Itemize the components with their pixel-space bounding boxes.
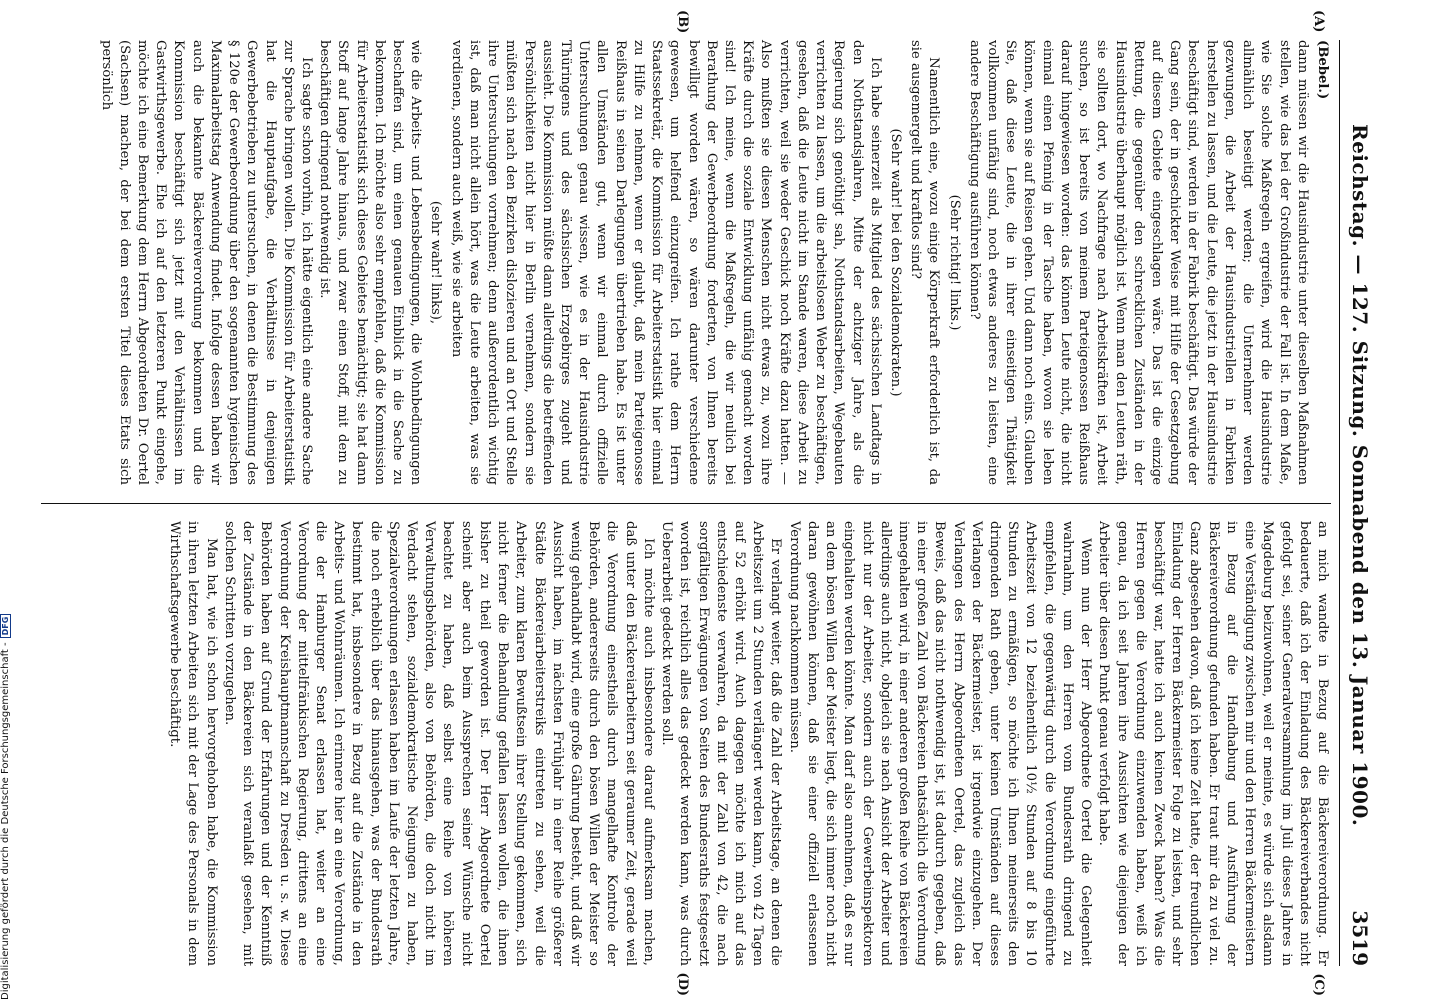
margin-marker-d: (D) [675,972,690,996]
dfg-logo-icon: DFG [0,614,11,639]
paragraph: Namentlich eine, wozu einige Körperkraft erforderlich ist, da sie ausgemergelt und kraftlos sind? [908,40,942,485]
digitization-credit [0,400,11,1000]
paragraph: Ich habe seinerzeit als Mitglied des sächsischen Landtags in den Nothstandsjahren, Mitte der achtziger Jahre, als die Regierung sich genöthigt sah, Nothstandsarbeiten, Wegebauten verrichten zu lassen, um die arbeitslosen Weber zu beschäftigen, gesehen, daß die Leute nicht im Stande waren, diese Arbeit zu verrichten, weil sie weder Geschick noch Kräfte dazu hatten. — Also mußten sie diesen Menschen nicht etwas zu, wozu ihre Kräfte durch die soziale Entwicklung unfähig gemacht worden sind! Ich meine, wenn die Maßregeln, die wir neulich bei Berathung der Gewerbeordnung forderten, von Ihnen bereits bewilligt worden wären, so wären darunter verschiedene gewesen, um helfend einzugreifen. Ich rathe dem Herrn Staatssekretär, die Kommission für Arbeiterstatistik hier einmal zu Hilfe zu nehmen, wenn er glaubt, daß mein Parteigenosse Reißhaus in seinen Darlegungen übertrieben habe. Es ist unter allen Umständen gut, wenn wir einmal durch offizielle Untersuchungen genau wissen, wie es in der Hausindustrie Thüringens und des sächsischen Erzgebirges zugeht und aussieht. Die Kommission müßte dann allerdings die betreffenden Persönlichkeiten nicht hier in Berlin vernehmen, sondern sie müßten sich nach den Bezirken dislozieren und an Ort und Stelle ihre Untersuchungen vornehmen; denn außerordentlich wichtig ist, daß man nicht allein hört, was die Leute arbeiten, was sie verdienen, sondern auch weiß, wie sie arbeiten [448,40,883,485]
margin-marker-a: (A) [1311,10,1326,33]
right-column [41,503,1331,996]
paragraph: Er verlangt weiter, daß die Zahl der Arbeitstage, an denen die Arbeitszeit um 2 Stunden verlängert werden kann, von 42 Tagen auf 52 erhöht wird. Auch dagegen möchte ich mich auf das entschiedenste verwahren, da mit der Zahl von 42, die nach sorgfältigen Erwägungen von Seiten des Bundesraths festgesetzt worden ist, reichlich alles das gedeckt werden kann, was durch Ueberarbeit gedeckt werden soll. [659,521,784,966]
speaker-name: (Bebel.) [1315,40,1330,100]
page-header [1339,40,1372,966]
interjection: (sehr wahr! links), [428,200,444,325]
credit-text: Digitalisierung gefördert durch die Deutsche Forschungsgemeinschaft - [0,642,11,1000]
left-column [41,10,1331,503]
paragraph: Wenn nun der Herr Abgeordnete Oertel die Gelegenheit wahrnahm, um den Herren vom Bundesrath dringend zu empfehlen, die gegenwärtig durch die Verordnung eingeführte Arbeitszeit von 12 beziehentlich 10½ Stunden auf 8 bis 10 Stunden zu ermäßigen, so möchte ich Ihnen meinerseits den dringenden Rath geben, unter keinen Umständen auf dieses Verlangen der Bäckermeister, ist irgendwie einzugehen. Der Verlangen des Herrn Abgeordneten Oertel, das zugleich das Beweis, daß das nicht nothwendig ist, ist dadurch gegeben, daß in einer großen Zahl von Bäckereien thatsächlich die Verordnung innegehalten wird, in einer anderen großen Reihe von Bäckereien allerdings auch nicht, obgleich sie nach Ansicht der Arbeiter und nicht nur der Arbeiter, sondern auch der Gewerbeinspektoren eingehalten werden könnte. Man darf also annehmen, daß es nur an dem bösen Willen der Meister liegt, die sich immer noch nicht daran gewöhnen können, daß sie einer offiziell erlassenen Verordnung nachkommen müssen. [786,521,1094,966]
paragraph: Ich sagte schon vorhin, ich hätte eigentlich eine andere Sache zur Sprache bringen wollen. Die Kommission für Arbeiterstatistik hat die Hauptaufgabe, die Verhältnisse in denjenigen Gewerbebetrieben zu untersuchen, in denen die Bestimmung des § 120e der Gewerbeordnung über den sogenannten hygienischen Maximalarbeitstag Anwendung findet. Infolge dessen haben wir auch die bekannte Bäckereiverordnung bekommen und die Kommission beschäftigt sich jetzt mit den Verhältnissen im Gastwirthsgewerbe. Ehe ich auf den letzteren Punkt eingehe, möchte ich eine Bemerkung dem Herrn Abgeordneten Dr. Oertel (Sachsen) machen, der bei dem ersten Titel dieses Etats sich persönlich [98,40,314,485]
header-title: Reichstag. — 127. Sitzung. Sonnabend den 13. Januar 1900. [1348,123,1372,827]
paragraph: dann müssen wir die Hausindustrie unter dieselben Maßnahmen stellen, wie das bei der Großindustrie der Fall ist. In dem Maße, wie Sie solche Maßregeln ergreifen, wird die Hausindustrie allmählich beseitigt werden; die Unternehmer werden gezwungen, die Arbeit der Hausindustriellen in Fabriken herstellen zu lassen, und die Leute, die jetzt in der Hausindustrie beschäftigt sind, werden in der Fabrik beschäftigt. Das würde der Gang sein, der in geschickter Weise mit Hilfe der Gesetzgebung auf diesem Gebiete eingeschlagen wäre. Das ist die einzige Rettung, die gegenüber den schrecklichen Zuständen in der Hausindustrie überhaupt möglich ist. Wenn man den Leuten räth, sie sollten dort, wo Nachfrage nach Arbeitskräften ist, Arbeit suchen, so ist bereits von meinem Parteigenossen Reißhaus darauf hingewiesen worden: das können Leute nicht, die nicht einmal einen Pfennig in der Tasche haben, wovon sie leben können, wenn sie auf Reisen gehen. Und dann noch eins. Glauben Sie, daß diese Leute, die in ihrer einseitigen Thätigkeit vollkommen unfähig sind, noch etwas anderes zu leisten, eine andere Beschäftigung ausführen können? [966,40,1310,485]
paragraph: wie die Arbeits- und Lebensbedingungen, die Wohnbedingungen beschaffen sind, um einen genauen Einblick in die Sache zu bekommen. Ich möchte also sehr empfehlen, daß die Kommission für Arbeiterstatistik sich dieses Gebietes bemächtigt; sie hat dann Stoff auf lange Jahre hinaus, und zwar einen Stoff, mit dem zu beschäftigen dringend nothwendig ist. [317,40,424,485]
paragraph: Man hat, wie ich schon hervorgehoben habe, die Kommission in ihren letzten Arbeiten sich mit der Lage des Personals in dem Wirthschaftsgewerbe beschäftigt. [167,521,219,966]
text-columns [41,10,1331,996]
interjection: (Sehr richtig! links.) [946,194,962,331]
paragraph: an mich wandte in Bezug auf die Bäckereiverordnung. Er bedauerte, daß ich der Einladung des Bäckereiverbandes nicht gefolgt sei, seiner Generalversammlung im Juli dieses Jahres in Magdeburg beizuwohnen, weil er meinte, es würde sich alsdann eine Verständigung zwischen mir und den Herren Bäckermeistern in Bezug auf die Handhabung und Ausführung der Bäckereiverordnung gefunden haben. Er traut mir da zu viel zu. Ganz abgesehen davon, daß ich keine Zeit hatte, der freundlichen Einladung der Herren Bäckermeister Folge zu leisten, und sehr beschäftigt war, hatte ich auch keinen Zweck haben? Was die Herren gegen die Verordnung einzuwenden haben, weiß ich genau, da ich seit Jahren ihre Aussichten wie diejenigen der Arbeiter über diesen Punkt genau verfolgt habe. [1096,521,1330,966]
margin-marker-b: (B) [675,10,690,34]
margin-marker-c: (C) [1311,973,1326,996]
paragraph: Ich möchte auch insbesondere darauf aufmerksam machen, daß unter den Bäckereiarbeitern seit geraumer Zeit, gerade weil die Verordnung einestheils durch mangelhafte Kontrole der Behörden, andererseits durch den bösen Willen der Meister so wenig gehandhabt wird, eine große Gährung besteht, und daß wir Aussicht haben, im nächsten Frühjahr in einer Reihe größerer Städte Bäckereiarbeiterstreiks eintreten zu sehen, weil die Arbeiter, zum klaren Bewußtsein ihrer Stellung gekommen, sich nicht ferner die Behandlung gefallen lassen wollen, die ihnen bisher zu theil geworden ist. Der Herr Abgeordnete Oertel scheint aber auch beim Aussprechen seiner Wünsche nicht beachtet zu haben, daß selbst eine Reihe von höheren Verwaltungsbehörden, also von Behörden, die doch nicht im Verdacht stehen, sozialdemokratische Neigungen zu haben, Spezialverordnungen erlassen haben im Laufe der letzten Jahre, die noch erheblich über das hinausgehen, was der Bundesrath bestimmt hat, insbesondere in Bezug auf die Zustände in den Arbeits- und Wohnräumen. Ich erinnere hier an eine Verordnung, die der Hamburger Senat erlassen hat, weiter an eine Verordnung der mittelfränkischen Regierung, drittens an eine Verordnung der Kreishauptmannschaft zu Dresden u. s. w. Diese Behörden haben auf Grund der Erfahrungen und der Kenntniß der Zustände in den Bäckereien sich veranlaßt gesehen, mit solchen Schritten vorzugehen. [221,521,656,966]
page-number: 3519 [1348,910,1372,966]
interjection: (Sehr wahr! bei den Sozialdemokraten.) [887,128,903,397]
